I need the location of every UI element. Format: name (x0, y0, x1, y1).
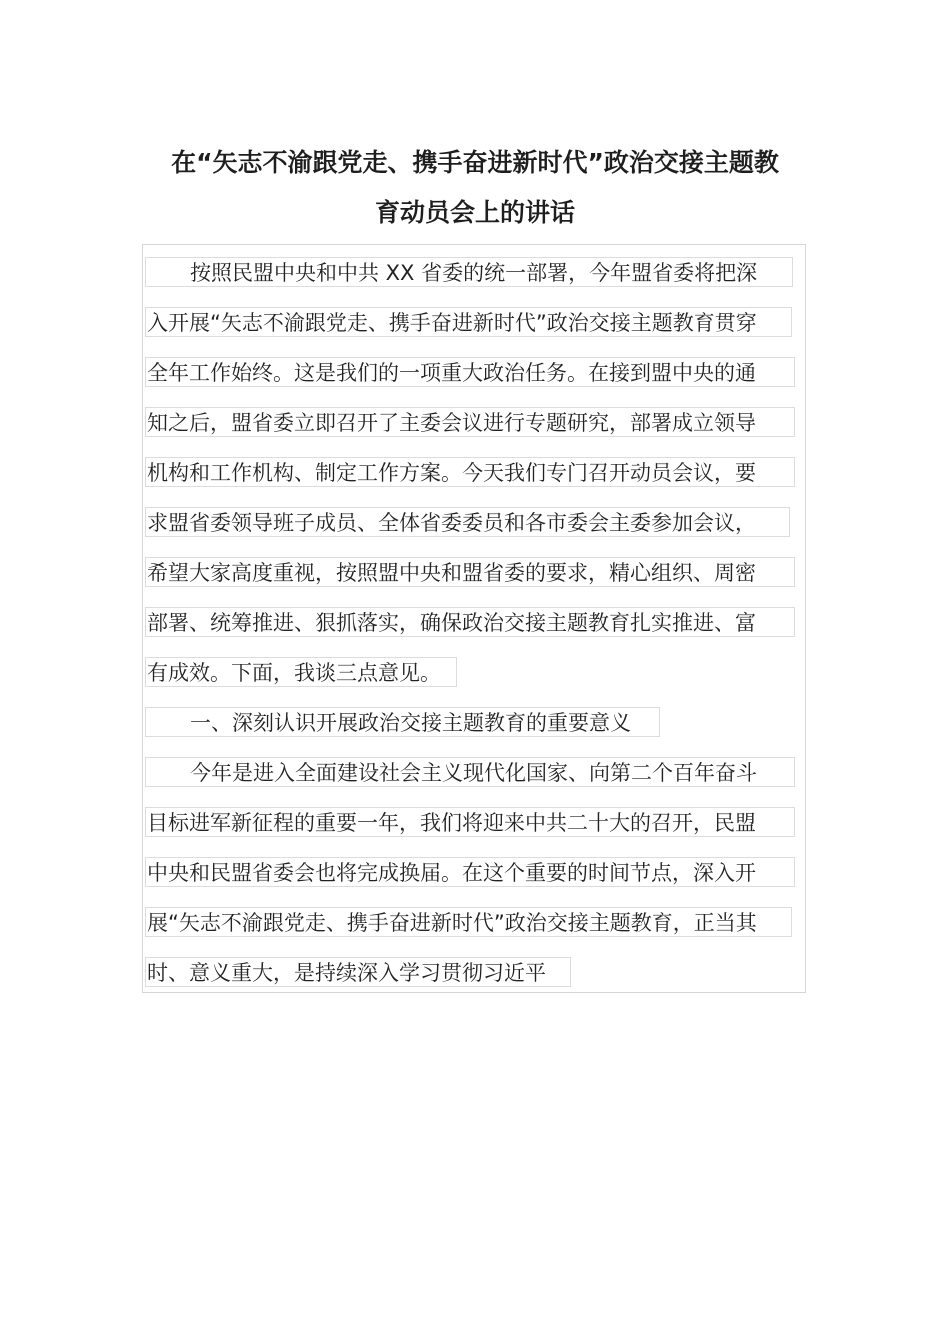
paragraph-2-line-3: 中央和民盟省委会也将完成换届。在这个重要的时间节点，深入开 (145, 857, 795, 887)
paragraph-1-line-5: 机构和工作机构、制定工作方案。今天我们专门召开动员会议，要 (145, 457, 795, 487)
paragraph-1-line-7: 希望大家高度重视，按照盟中央和盟省委的要求，精心组织、周密 (145, 557, 795, 587)
paragraph-1-line-3: 全年工作始终。这是我们的一项重大政治任务。在接到盟中央的通 (145, 357, 795, 387)
paragraph-2-line-2: 目标进军新征程的重要一年，我们将迎来中共二十大的召开，民盟 (145, 807, 795, 837)
paragraph-2-line-1: 今年是进入全面建设社会主义现代化国家、向第二个百年奋斗 (145, 757, 795, 787)
paragraph-2-line-4: 展“矢志不渝跟党走、携手奋进新时代”政治交接主题教育，正当其 (145, 907, 792, 937)
paragraph-1-line-2: 入开展“矢志不渝跟党走、携手奋进新时代”政治交接主题教育贯穿 (145, 307, 792, 337)
paragraph-1-line-9: 有成效。下面，我谈三点意见。 (145, 657, 457, 687)
paragraph-2-line-5: 时、意义重大，是持续深入学习贯彻习近平 (145, 957, 571, 987)
paragraph-1-line-4: 知之后，盟省委立即召开了主委会议进行专题研究，部署成立领导 (145, 407, 795, 437)
document-title (140, 138, 810, 238)
paragraph-1-line-1: 按照民盟中央和中共 XX 省委的统一部署，今年盟省委将把深 (145, 257, 793, 287)
title-line-1: 在“矢志不渝跟党走、携手奋进新时代”政治交接主题教 (171, 148, 779, 177)
paragraph-1-line-6: 求盟省委领导班子成员、全体省委委员和各市委会主委参加会议， (145, 507, 790, 537)
title-line-2: 育动员会上的讲话 (374, 198, 575, 227)
section-heading-1: 一、深刻认识开展政治交接主题教育的重要意义 (145, 707, 660, 737)
paragraph-1-line-8: 部署、统筹推进、狠抓落实，确保政治交接主题教育扎实推进、富 (145, 607, 795, 637)
